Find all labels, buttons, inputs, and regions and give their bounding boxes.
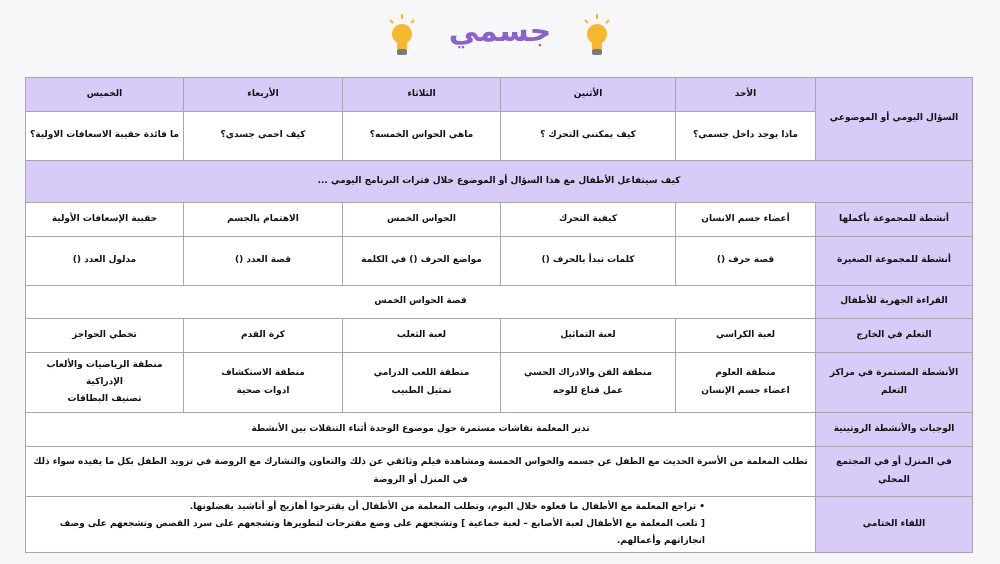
center-name: منطقة الفن والادراك الحسي [523, 368, 653, 379]
cell: ماذا يوجد داخل جسمي؟ [676, 112, 816, 161]
cell [343, 353, 501, 413]
cell [26, 353, 184, 413]
row-label: أنشطة للمجموعة بأكملها [816, 203, 973, 237]
day-header: الثلاثاء [343, 78, 501, 112]
day-header: الأحد [676, 78, 816, 112]
row-label: القراءة الجهرية للأطفال [816, 286, 973, 319]
cell: لعبة التماثيل [501, 319, 676, 353]
center-name: منطقة الاستكشاف [221, 368, 305, 379]
row-label: في المنزل أو في المجتمع المحلي [816, 447, 973, 497]
cell [676, 353, 816, 413]
cell [184, 353, 343, 413]
row-label: السؤال اليومي أو الموضوعي [816, 78, 973, 161]
day-header: الخميس [26, 78, 184, 112]
cell: ماهي الحواس الخمسه؟ [343, 112, 501, 161]
row-label: الوجبات والأنشطة الروتينية [816, 413, 973, 447]
center-activity: تمثيل الطبيب [391, 385, 452, 396]
cell: كلمات تبدأ بالحرف () [501, 237, 676, 286]
cell [501, 353, 676, 413]
row-label: أنشطة للمجموعة الصغيرة [816, 237, 973, 286]
closing-line: • تراجع المعلمة مع الأطفال ما فعلوه خلال اليوم، وتطلب المعلمة من الأطفال أن يقترحوا أهازيج أو أناشيد يفضلونها. [189, 502, 705, 512]
cell: كيفية التحرك [501, 203, 676, 237]
center-activity: تصنيف البطاقات [67, 394, 142, 405]
cell: حقيبة الإسعافات الأولية [26, 203, 184, 237]
center-name: منطقة اللعب الدرامي [373, 368, 470, 379]
row-label: الأنشطة المستمرة في مراكز التعلم [816, 353, 973, 413]
cell: كرة القدم [184, 319, 343, 353]
cell: كيف احمي جسدي؟ [184, 112, 343, 161]
center-activity: عمل قناع للوجه [552, 385, 624, 396]
center-name: منطقة العلوم [715, 368, 776, 379]
cell: تخطي الحواجز [26, 319, 184, 353]
cell: لعبة الكراسي [676, 319, 816, 353]
cell: تطلب المعلمة من الأسرة الحديث مع الطفل عن جسمه والحواس الخمسة ومشاهدة فيلم وثائقي عن ذلك والتعاون والتشارك مع الروضة في تزويد الطفل بكل ما يفيده سواء ذلك في المنزل أو الروضة [26, 447, 816, 497]
cell [26, 497, 816, 553]
lightbulb-icon [583, 14, 611, 58]
cell: مدلول العدد () [26, 237, 184, 286]
weekly-plan-table [25, 77, 973, 553]
cell: أعضاء جسم الانسان [676, 203, 816, 237]
page-title: جسمي [448, 14, 552, 49]
cell: الاهتمام بالجسم [184, 203, 343, 237]
cell: ما فائدة حقيبة الاسعافات الاولية؟ [26, 112, 184, 161]
cell: قصة الحواس الخمس [26, 286, 816, 319]
row-label: اللقاء الختامي [816, 497, 973, 553]
section-banner: كيف سيتفاعل الأطفال مع هذا السؤال أو الموضوع خلال فترات البرنامج اليومي ... [26, 161, 973, 203]
row-label: التعلم في الخارج [816, 319, 973, 353]
center-name: منطقة الرياضيات والألعاب الإدراكية [46, 359, 163, 387]
cell: لعبة الثعلب [343, 319, 501, 353]
day-header: الأثنين [501, 78, 676, 112]
cell: قصة العدد () [184, 237, 343, 286]
center-activity: ادوات صحية [236, 385, 290, 396]
cell: كيف يمكنني التحرك ؟ [501, 112, 676, 161]
cell: تدير المعلمة نقاشات مستمرة حول موضوع الوحدة أثناء التنقلات بين الأنشطة [26, 413, 816, 447]
closing-line: [ تلعب المعلمة مع الأطفال لعبة الأصابع – لعبة جماعية ] وتشجعهم على وضع مقترحات لتطويرها وتشجعهم على سرد القصص وتشجعهم على وصف انجازاتهم وأعمالهم. [59, 519, 705, 547]
center-activity: اعضاء جسم الإنسان [701, 385, 790, 396]
cell: قصة حرف () [676, 237, 816, 286]
day-header: الأربعاء [184, 78, 343, 112]
cell: الحواس الخمس [343, 203, 501, 237]
cell: مواضع الحرف () في الكلمة [343, 237, 501, 286]
